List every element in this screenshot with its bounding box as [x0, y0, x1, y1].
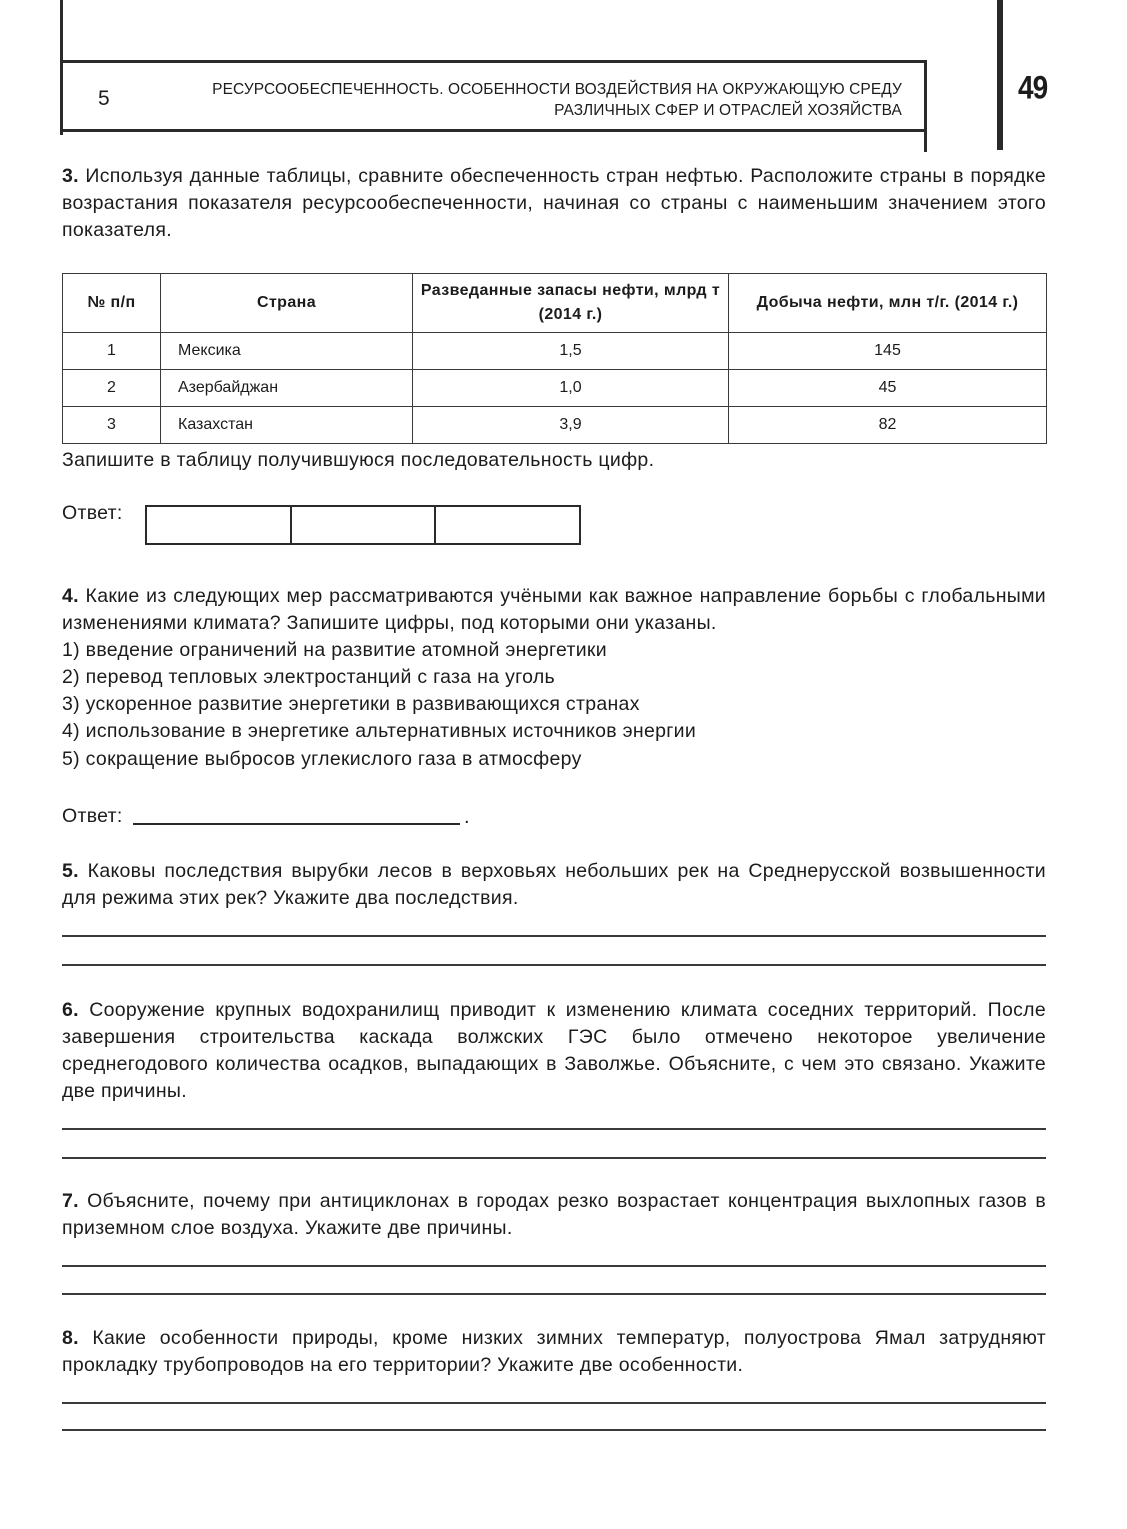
table-header-cell: № п/п [63, 274, 161, 333]
table-header-cell: Страна [161, 274, 413, 333]
answer-cell[interactable] [147, 507, 292, 543]
table-cell: 145 [729, 333, 1047, 370]
table-cell: 1 [63, 333, 161, 370]
chapter-number: 5 [98, 87, 110, 110]
task7-question [62, 1188, 1046, 1242]
table-header-row [63, 274, 1047, 333]
table-row [63, 407, 1047, 444]
page-number: 49 [1018, 69, 1048, 106]
task8-number: 8. [62, 1327, 79, 1349]
task6-text: Сооружение крупных водохранилищ приводит к изменению климата соседних территорий. После завершения строительства каскада волжских ГЭС было отмечено некоторое увеличение среднегодового количества осадков, выпадающих в Заволжье. Объясните, с чем это связано. Укажите две причины. [62, 999, 1047, 1102]
answer-cell[interactable] [292, 507, 437, 543]
task3-instruction: Запишите в таблицу получившуюся последовательность цифр. [62, 449, 655, 471]
task3-answer-label: Ответ: [62, 502, 123, 524]
table-cell: 1,0 [413, 370, 729, 407]
table-header-cell: Разведанные запасы нефти, млрд т (2014 г.) [413, 274, 729, 333]
answer-line[interactable] [62, 964, 1046, 966]
task5-number: 5. [62, 860, 79, 882]
answer-cell[interactable] [436, 507, 579, 543]
table-cell: 3,9 [413, 407, 729, 444]
chapter-title [150, 79, 902, 121]
table-cell: Казахстан [161, 407, 413, 444]
task4-question [62, 583, 1046, 637]
task4-answer-line[interactable] [133, 823, 460, 825]
answer-line[interactable] [62, 1128, 1046, 1130]
task3-answer-grid[interactable] [145, 505, 581, 545]
task4-text: Какие из следующих мер рассматриваются учёными как важное направление борьбы с глобальными изменениями климата? Запишите цифры, под которыми они указаны. [62, 585, 1046, 634]
answer-line[interactable] [62, 1265, 1046, 1267]
answer-line[interactable] [62, 1429, 1046, 1431]
table-cell: 82 [729, 407, 1047, 444]
table-cell: 1,5 [413, 333, 729, 370]
task7-text: Объясните, почему при антициклонах в городах резко возрастает концентрация выхлопных газов в приземном слое воздуха. Укажите две причины. [62, 1190, 1047, 1239]
chapter-title-line1: РЕСУРСООБЕСПЕЧЕННОСТЬ. ОСОБЕННОСТИ ВОЗДЕЙСТВИЯ НА ОКРУЖАЮЩУЮ СРЕДУ [212, 81, 902, 98]
task4-option: 5) сокращение выбросов углекислого газа в атмосферу [62, 748, 582, 770]
task4-answer-label: Ответ: [62, 805, 123, 827]
task4-number: 4. [62, 585, 79, 607]
table-cell: 3 [63, 407, 161, 444]
task3-question [62, 163, 1046, 244]
page-edge-rule [997, 0, 1003, 150]
task4-option: 3) ускоренное развитие энергетики в развивающихся странах [62, 693, 640, 715]
oil-table [62, 273, 1047, 444]
task4-option: 2) перевод тепловых электростанций с газа на уголь [62, 666, 555, 688]
answer-line[interactable] [62, 1293, 1046, 1295]
task5-question [62, 858, 1046, 912]
table-cell: 2 [63, 370, 161, 407]
task3-text: Используя данные таблицы, сравните обеспеченность стран нефтью. Расположите страны в порядке возрастания показателя ресурсообеспеченности, начиная со страны с наименьшим значением этого показателя. [62, 165, 1046, 241]
task6-question [62, 997, 1046, 1105]
task4-answer-end: . [464, 806, 470, 828]
table-cell: 45 [729, 370, 1047, 407]
chapter-title-line2: РАЗЛИЧНЫХ СФЕР И ОТРАСЛЕЙ ХОЗЯЙСТВА [554, 102, 902, 119]
task5-text: Каковы последствия вырубки лесов в верховьях небольших рек на Среднерусской возвышенности для режима этих рек? Укажите два последствия. [62, 860, 1047, 909]
task4-option: 4) использование в энергетике альтернативных источников энергии [62, 720, 697, 742]
table-row [63, 370, 1047, 407]
table-cell: Азербайджан [161, 370, 413, 407]
task8-text: Какие особенности природы, кроме низких зимних температур, полуострова Ямал затрудняют прокладку трубопроводов на его территории? Укажите две особенности. [62, 1327, 1046, 1376]
table-header-cell: Добыча нефти, млн т/г. (2014 г.) [729, 274, 1047, 333]
task7-number: 7. [62, 1190, 79, 1212]
answer-line[interactable] [62, 1402, 1046, 1404]
task8-question [62, 1325, 1046, 1379]
header-frame-tail [924, 62, 927, 152]
task3-number: 3. [62, 165, 79, 187]
task6-number: 6. [62, 999, 79, 1021]
table-row [63, 333, 1047, 370]
table-cell: Мексика [161, 333, 413, 370]
answer-line[interactable] [62, 1157, 1046, 1159]
task4-option: 1) введение ограничений на развитие атомной энергетики [62, 639, 607, 661]
answer-line[interactable] [62, 935, 1046, 937]
